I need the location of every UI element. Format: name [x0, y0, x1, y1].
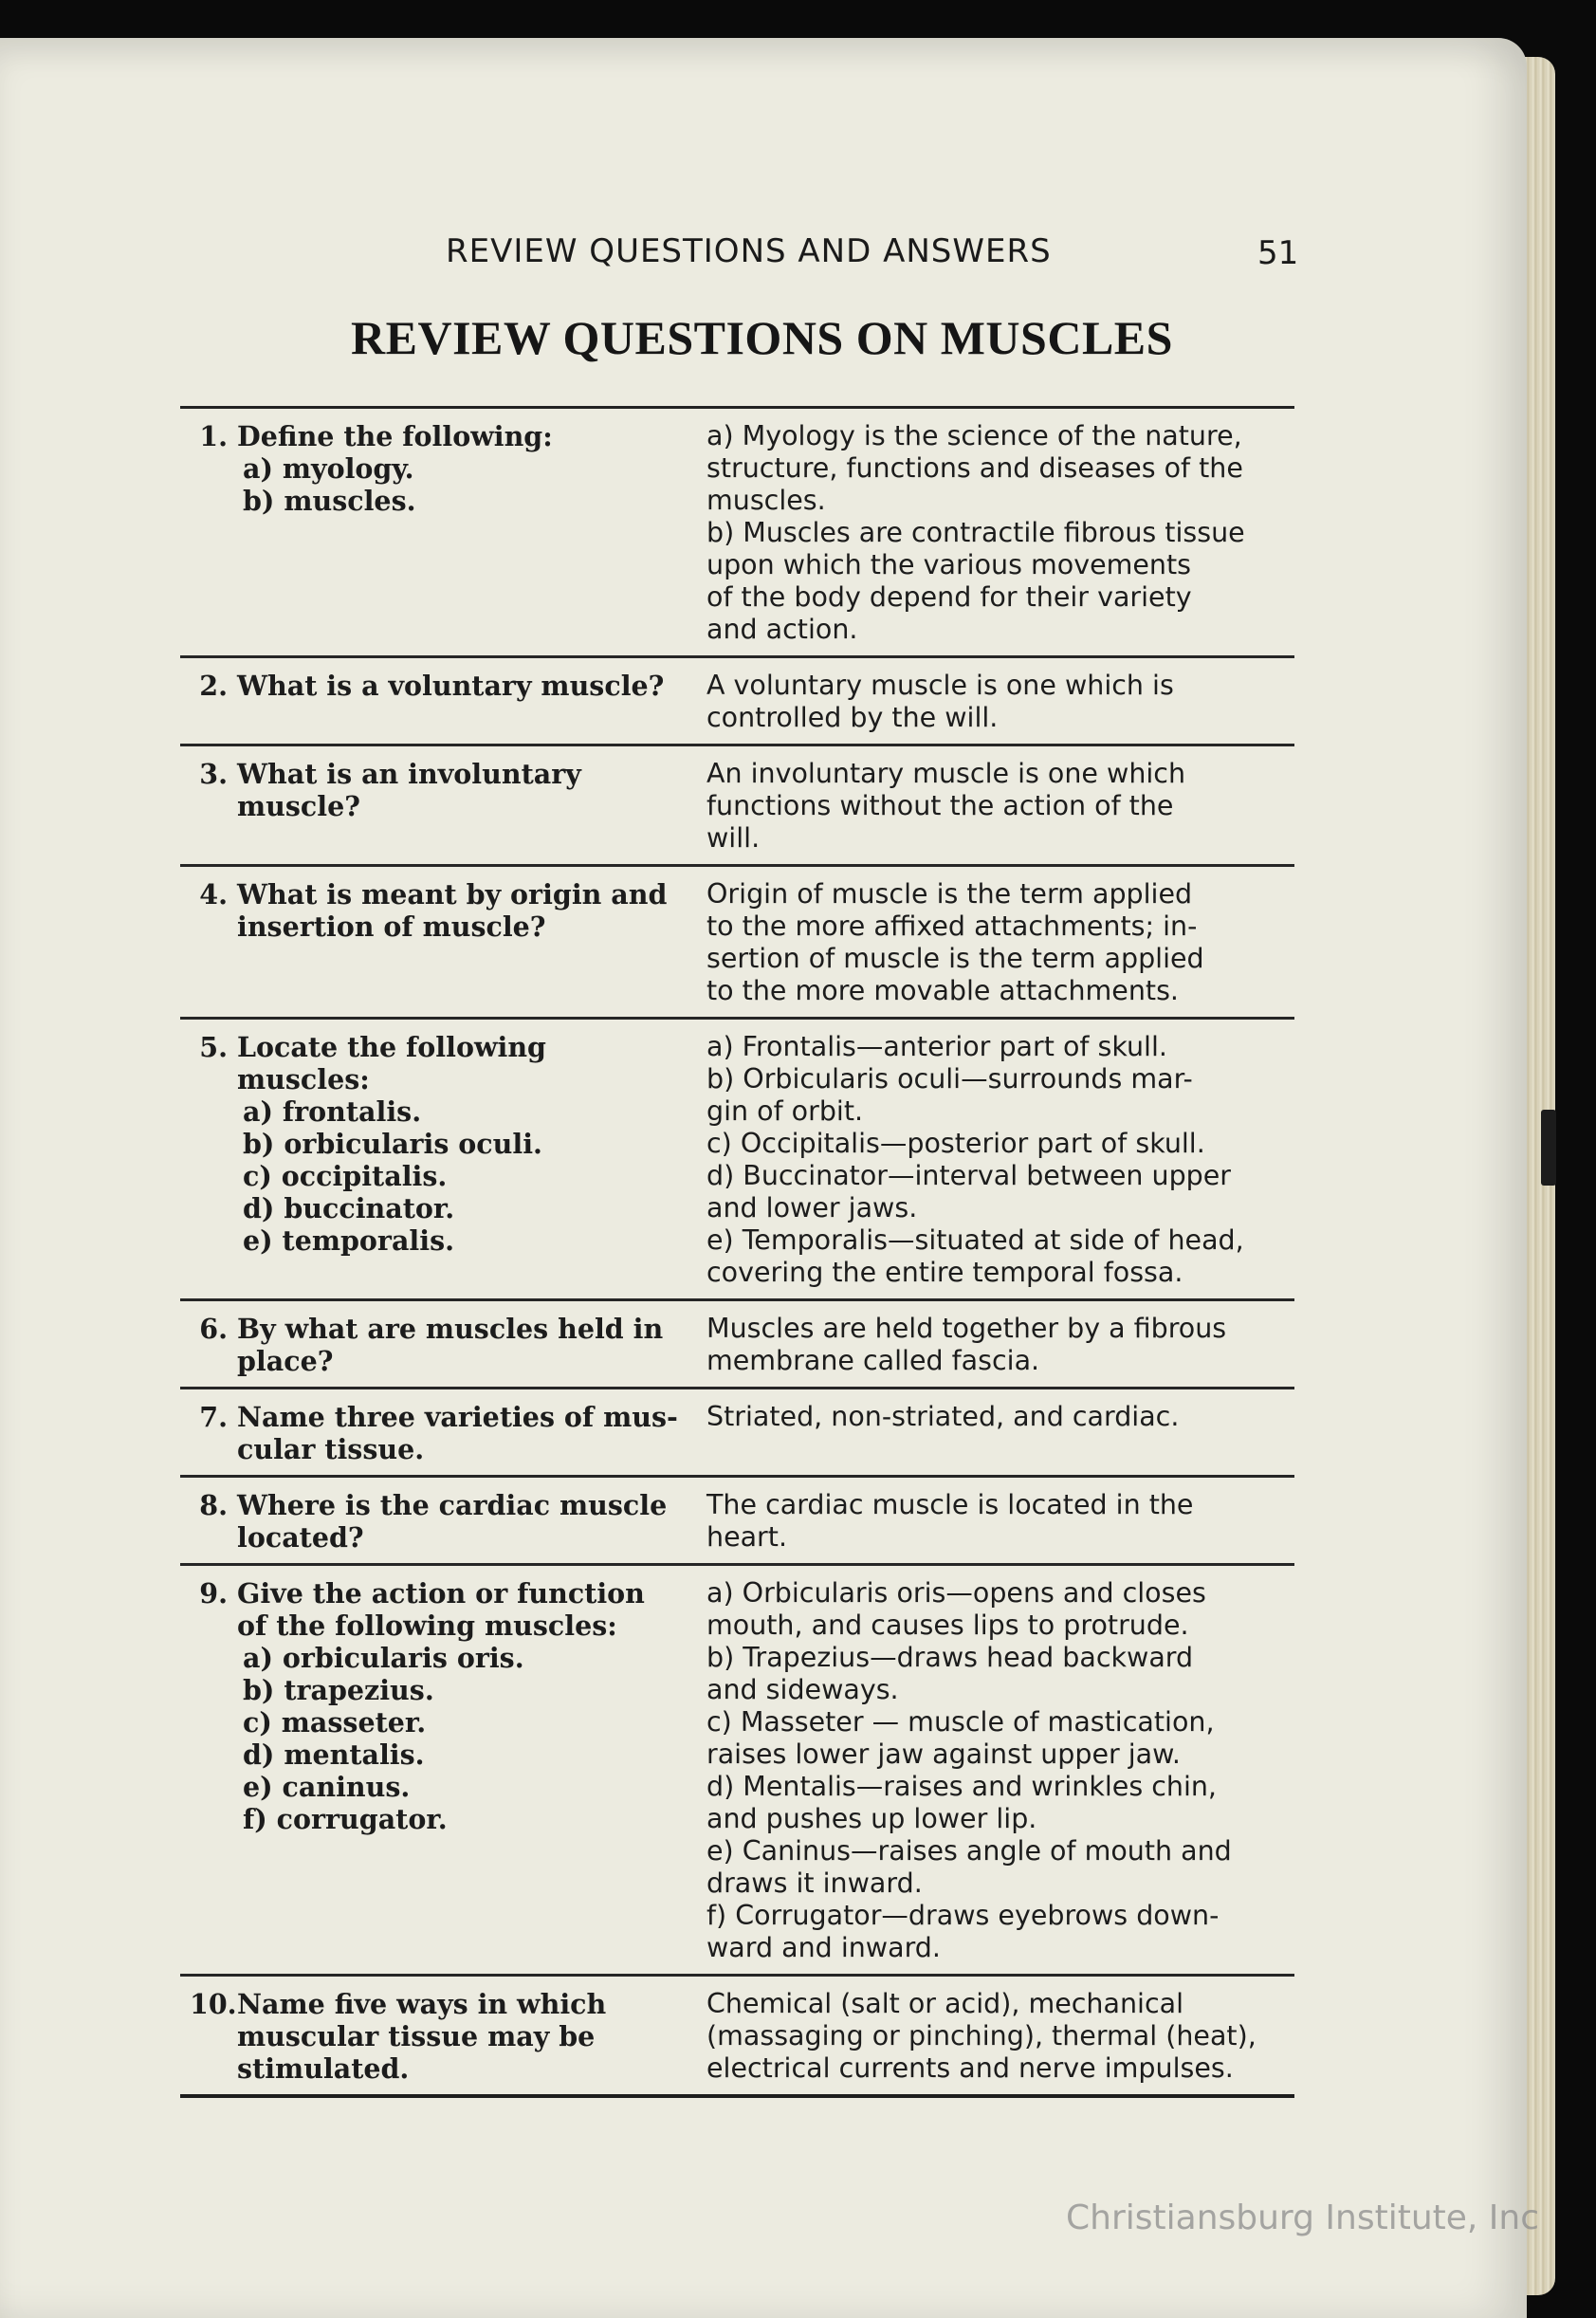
page-title: REVIEW QUESTIONS ON MUSCLES: [351, 311, 1173, 364]
answer-line: muscles.: [706, 485, 826, 516]
question-text: [237, 1031, 678, 1289]
answer-line: a) Frontalis—anterior part of skull.: [706, 1031, 1167, 1062]
question-line: of the following muscles:: [237, 1610, 617, 1642]
answer-line: sertion of muscle is the term applied: [706, 943, 1204, 974]
watermark: Christiansburg Institute, Inc: [1066, 2198, 1540, 2237]
answer-line: upon which the various movements: [706, 549, 1191, 580]
question-line: c) occipitalis.: [243, 1160, 448, 1192]
qa-row: [180, 1020, 1294, 1301]
answer-line: will.: [706, 822, 761, 854]
question-line: cular tissue.: [237, 1433, 425, 1465]
answer-line: to the more movable attachments.: [706, 975, 1179, 1006]
answer-cell: [706, 878, 1294, 1007]
question-line: Where is the cardiac muscle: [237, 1489, 668, 1521]
question-cell: [180, 420, 706, 646]
answer-cell: [706, 1988, 1294, 2085]
answer-line: Chemical (salt or acid), mechanical: [706, 1988, 1183, 2019]
answer-line: d) Mentalis—raises and wrinkles chin,: [706, 1771, 1217, 1802]
question-number: 6.: [199, 1313, 228, 1345]
answer-line: structure, functions and diseases of the: [706, 452, 1243, 484]
question-text: [237, 758, 678, 855]
qa-row: [180, 1977, 1294, 2098]
answer-line: gin of orbit.: [706, 1095, 864, 1127]
question-text: [237, 1489, 678, 1554]
answer-line: ward and inward.: [706, 1932, 941, 1963]
question-cell: [180, 1489, 706, 1554]
qa-row: [180, 1478, 1294, 1566]
question-line: What is a voluntary muscle?: [237, 670, 665, 702]
answer-line: and pushes up lower lip.: [706, 1803, 1037, 1834]
answer-line: electrical currents and nerve impulses.: [706, 2052, 1234, 2084]
answer-cell: [706, 1313, 1294, 1377]
question-line: Name five ways in which: [237, 1988, 607, 2020]
question-line: Define the following:: [237, 420, 553, 452]
question-cell: [180, 670, 706, 734]
question-cell: [180, 1401, 706, 1465]
qa-row: [180, 658, 1294, 746]
question-number: 9.: [199, 1577, 228, 1610]
question-cell: [180, 1988, 706, 2085]
answer-line: Muscles are held together by a fibrous: [706, 1313, 1227, 1344]
answer-line: a) Myology is the science of the nature,: [706, 420, 1242, 451]
answer-line: draws it inward.: [706, 1867, 923, 1899]
answer-line: d) Buccinator—interval between upper: [706, 1160, 1232, 1191]
page: [0, 38, 1527, 2318]
answer-line: Origin of muscle is the term applied: [706, 878, 1193, 910]
answer-line: b) Muscles are contractile fibrous tissue: [706, 517, 1245, 548]
question-line: insertion of muscle?: [237, 911, 546, 943]
answer-line: of the body depend for their variety: [706, 581, 1192, 613]
answer-line: and lower jaws.: [706, 1192, 918, 1223]
qa-row: [180, 1389, 1294, 1478]
question-number: 2.: [199, 670, 228, 702]
answer-line: Striated, non-striated, and cardiac.: [706, 1401, 1180, 1432]
question-line: d) buccinator.: [243, 1192, 455, 1224]
answer-line: heart.: [706, 1521, 788, 1553]
question-text: [237, 1577, 678, 1964]
answer-line: covering the entire temporal fossa.: [706, 1257, 1183, 1288]
question-number: 10.: [190, 1988, 237, 2020]
question-number: 4.: [199, 878, 228, 911]
question-line: f) corrugator.: [243, 1803, 448, 1835]
answer-cell: [706, 1401, 1294, 1465]
question-text: [237, 420, 678, 646]
question-line: muscular tissue may be: [237, 2020, 596, 2052]
question-text: [237, 670, 678, 734]
answer-line: An involuntary muscle is one which: [706, 758, 1186, 789]
question-line: Name three varieties of mus-: [237, 1401, 678, 1433]
answer-line: e) Temporalis—situated at side of head,: [706, 1224, 1244, 1256]
answer-line: membrane called fascia.: [706, 1345, 1040, 1376]
answer-line: (massaging or pinching), thermal (heat),: [706, 2020, 1257, 2051]
question-line: a) orbicularis oris.: [243, 1642, 524, 1674]
answer-cell: [706, 758, 1294, 855]
answer-line: a) Orbicularis oris—opens and closes: [706, 1577, 1206, 1609]
question-cell: [180, 878, 706, 1007]
question-number: 7.: [199, 1401, 228, 1433]
answer-cell: [706, 420, 1294, 646]
answer-cell: [706, 1577, 1294, 1964]
qa-row: [180, 867, 1294, 1020]
answer-line: b) Orbicularis oculi—surrounds mar-: [706, 1063, 1193, 1095]
answer-line: c) Masseter — muscle of mastication,: [706, 1706, 1215, 1738]
question-line: a) frontalis.: [243, 1095, 422, 1128]
question-number: 8.: [199, 1489, 228, 1521]
answer-line: mouth, and causes lips to protrude.: [706, 1610, 1189, 1641]
question-text: [237, 1401, 678, 1465]
answer-cell: [706, 1489, 1294, 1554]
page-number: 51: [1257, 234, 1299, 272]
answer-line: functions without the action of the: [706, 790, 1174, 821]
question-cell: [180, 1031, 706, 1289]
question-line: muscle?: [237, 790, 360, 822]
question-line: d) mentalis.: [243, 1738, 425, 1771]
question-line: Give the action or function: [237, 1577, 645, 1610]
question-cell: [180, 1313, 706, 1377]
question-line: By what are muscles held in: [237, 1313, 664, 1345]
question-cell: [180, 758, 706, 855]
question-text: [237, 1313, 678, 1377]
question-text: [237, 1988, 678, 2085]
answer-line: e) Caninus—raises angle of mouth and: [706, 1835, 1232, 1867]
question-line: b) trapezius.: [243, 1674, 434, 1706]
question-line: Locate the following muscles:: [237, 1031, 546, 1095]
question-number: 5.: [199, 1031, 228, 1063]
answer-line: A voluntary muscle is one which is: [706, 670, 1174, 701]
qa-row: [180, 1301, 1294, 1389]
answer-cell: [706, 670, 1294, 734]
book-tab: [1541, 1110, 1556, 1186]
question-line: stimulated.: [237, 2052, 410, 2085]
question-line: place?: [237, 1345, 334, 1377]
running-head: REVIEW QUESTIONS AND ANSWERS: [446, 232, 1052, 270]
question-line: c) masseter.: [243, 1706, 427, 1738]
question-line: b) orbicularis oculi.: [243, 1128, 542, 1160]
question-number: 3.: [199, 758, 228, 790]
question-number: 1.: [199, 420, 228, 452]
answer-line: f) Corrugator—draws eyebrows down-: [706, 1900, 1220, 1931]
answer-line: controlled by the will.: [706, 702, 999, 733]
answer-line: c) Occipitalis—posterior part of skull.: [706, 1128, 1205, 1159]
question-line: located?: [237, 1521, 364, 1554]
question-line: e) caninus.: [243, 1771, 411, 1803]
answer-line: raises lower jaw against upper jaw.: [706, 1738, 1181, 1770]
question-line: e) temporalis.: [243, 1224, 455, 1257]
answer-line: and action.: [706, 614, 858, 645]
question-line: a) myology.: [243, 452, 414, 485]
question-text: [237, 878, 678, 1007]
question-line: What is meant by origin and: [237, 878, 668, 911]
qa-row: [180, 409, 1294, 658]
qa-row: [180, 1566, 1294, 1977]
question-line: What is an involuntary: [237, 758, 581, 790]
answer-line: to the more affixed attachments; in-: [706, 911, 1198, 942]
answer-line: and sideways.: [706, 1674, 899, 1705]
question-cell: [180, 1577, 706, 1964]
answer-line: The cardiac muscle is located in the: [706, 1489, 1194, 1520]
qa-row: [180, 746, 1294, 867]
question-line: b) muscles.: [243, 485, 416, 517]
qa-table: [180, 406, 1294, 2098]
answer-line: b) Trapezius—draws head backward: [706, 1642, 1194, 1673]
answer-cell: [706, 1031, 1294, 1289]
